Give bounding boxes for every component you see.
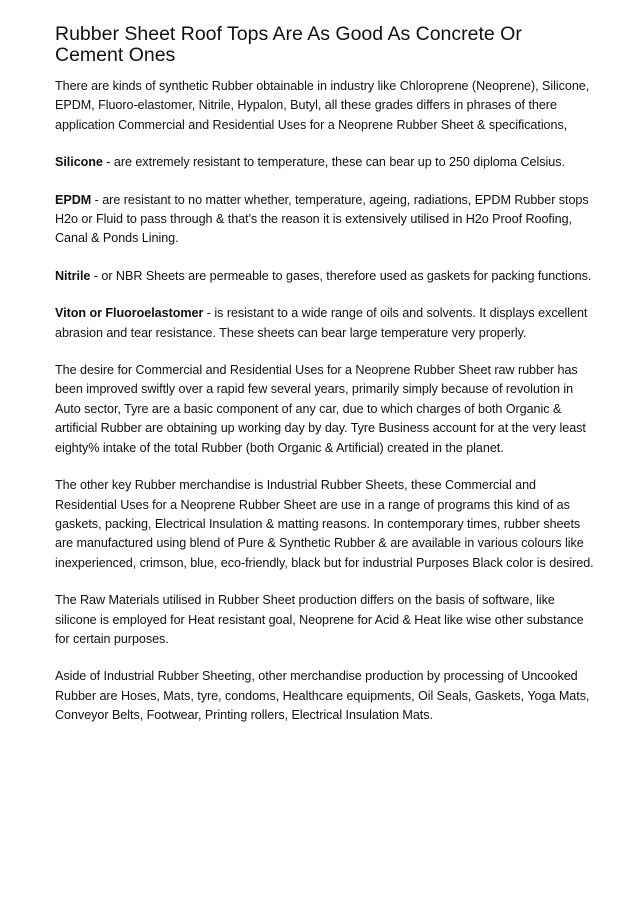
paragraph-viton — [55, 304, 595, 343]
paragraph-text: - is resistant to a wide range of oils and solvents. It displays excellent abrasion and tear resistance. These sheets can bear large temperature very properly. — [55, 306, 588, 340]
document-page — [55, 24, 595, 726]
paragraph-nitrile — [55, 267, 595, 286]
term-viton: Viton or Fluoroelastomer — [55, 306, 204, 321]
paragraph-industrial-sheets — [55, 476, 595, 573]
paragraph-text: Aside of Industrial Rubber Sheeting, other merchandise production by processing of Uncooked Rubber are Hoses, Mats, tyre, condoms, Healthcare equipments, Oil Seals, Gaskets, Yoga Mats, Conveyor Belts, Footwear, Printing rollers, Electrical Insulation Mats. — [55, 669, 590, 723]
paragraph-text: The Raw Materials utilised in Rubber Sheet production differs on the basis of software, like silicone is employed for Heat resistant goal, Neoprene for Acid & Heat like wise other substance for certain purposes. — [55, 593, 584, 646]
term-epdm: EPDM — [55, 192, 92, 207]
paragraph-other-products — [55, 667, 595, 725]
paragraph-epdm — [55, 191, 595, 249]
paragraph-silicone — [55, 153, 595, 172]
paragraph-text: - are extremely resistant to temperature, these can bear up to 250 diploma Celsius. — [102, 155, 565, 170]
term-nitrile: Nitrile — [55, 268, 91, 283]
paragraph-raw-materials — [55, 591, 595, 649]
page-title: Rubber Sheet Roof Tops Are As Good As Concrete Or Cement Ones — [55, 23, 522, 66]
paragraph-demand — [55, 361, 595, 458]
paragraph-text: - or NBR Sheets are permeable to gases, therefore used as gaskets for packing functions. — [90, 268, 592, 283]
paragraph-text: - are resistant to no matter whether, temperature, ageing, radiations, EPDM Rubber stops H2o or Fluid to pass through & that's the reason it is extensively utilised in H2o Proof Roofing, Canal & Ponds Lining. — [55, 192, 589, 246]
paragraph-intro — [55, 77, 595, 135]
paragraph-text: There are kinds of synthetic Rubber obtainable in industry like Chloroprene (Neoprene), Silicone, EPDM, Fluoro-elastomer, Nitrile, Hypalon, Butyl, all these grades differs in phrases of there application Commercial and Residential Uses for a Neoprene Rubber Sheet & specifications, — [55, 79, 590, 132]
paragraph-text: The desire for Commercial and Residential Uses for a Neoprene Rubber Sheet raw rubber has been improved swiftly over a rapid few several years, primarily simply because of revolution in Auto sector, Tyre are a basic component of any car, due to which charges of both Organic & artificial Rubber are obtaining up working day by day. Tyre Business account for at the very least eighty% intake of the total Rubber (both Organic & Artificial) created in the planet. — [55, 363, 586, 455]
paragraph-text: The other key Rubber merchandise is Industrial Rubber Sheets, these Commercial and Residential Uses for a Neoprene Rubber Sheet are use in a range of programs this kind of as gaskets, packing, Electrical Insulation & matting reasons. In contemporary times, rubber sheets are manufactured using blend of Pure & Synthetic Rubber & are available in various colours like inexperienced, crimson, blue, eco-friendly, black but for industrial Purposes Black color is desired. — [55, 478, 594, 570]
term-silicone: Silicone — [55, 155, 103, 170]
